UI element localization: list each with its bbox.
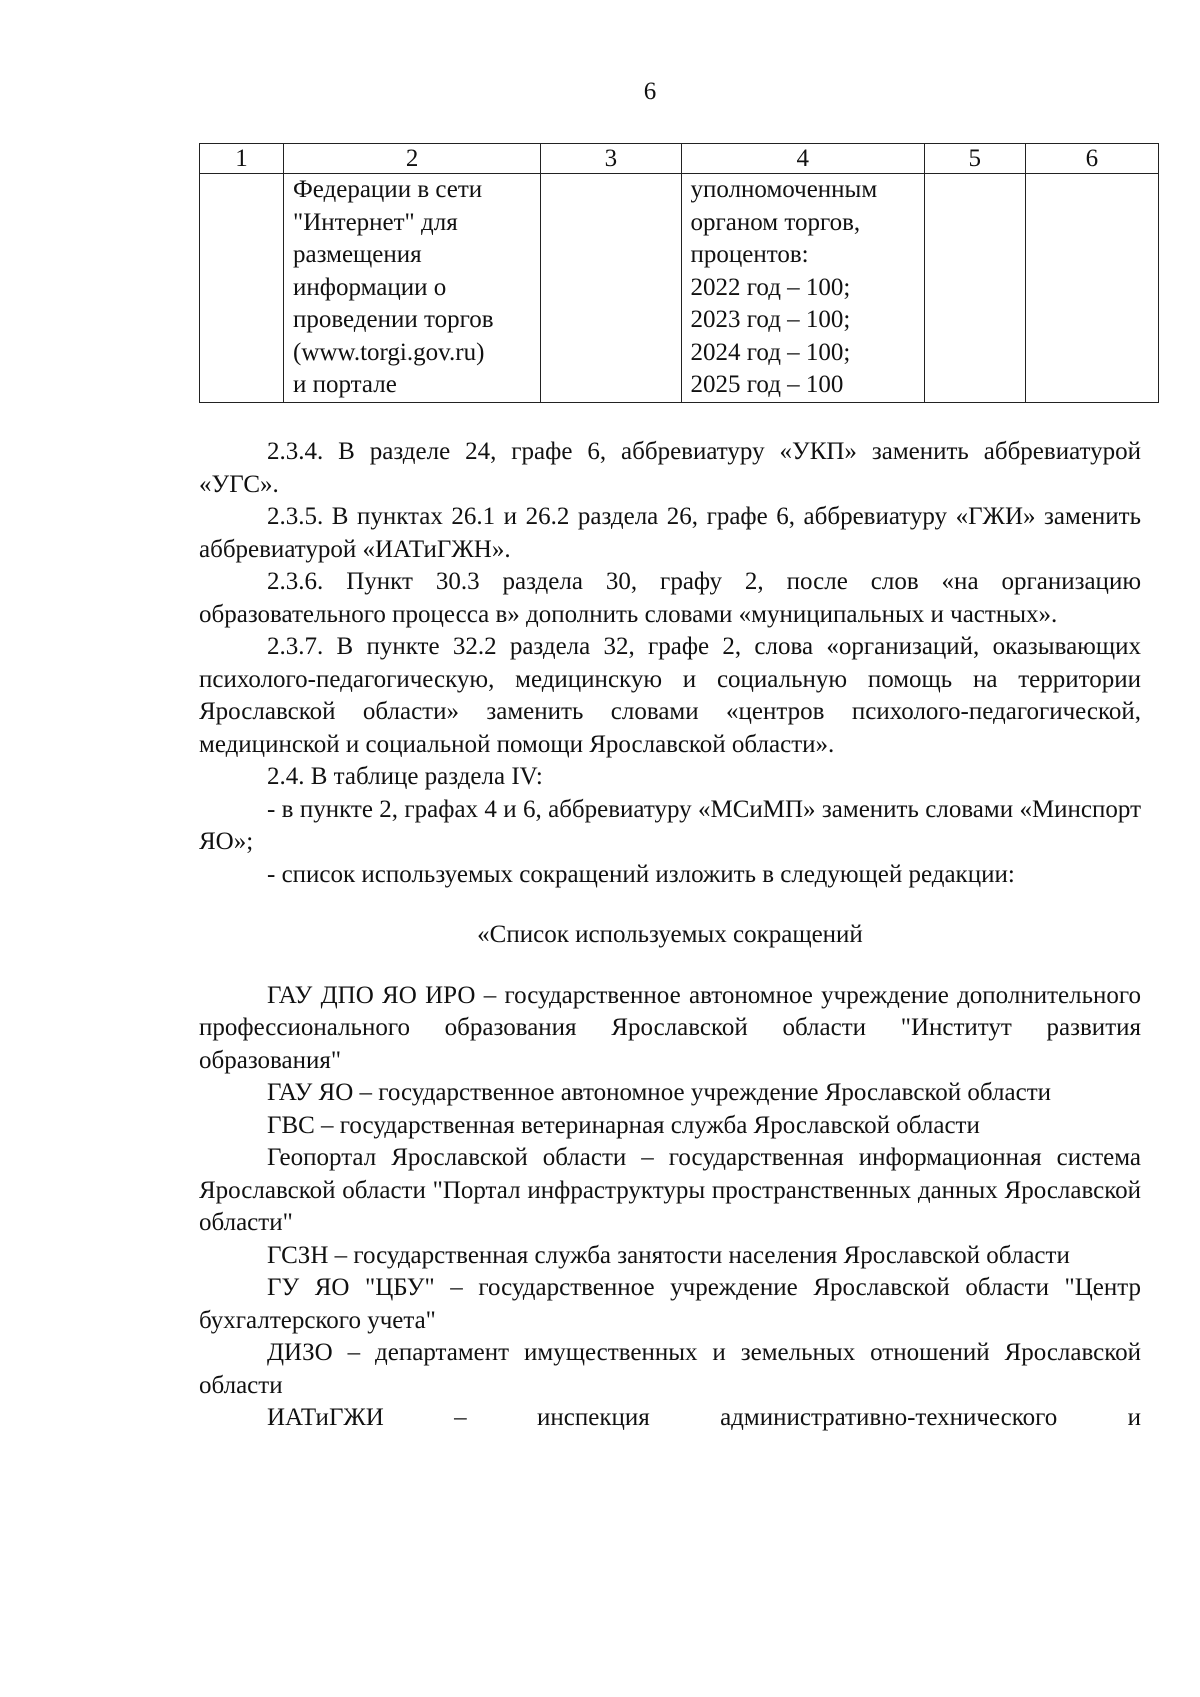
table-cell-col5 xyxy=(924,174,1025,403)
table-cell-col3 xyxy=(541,174,681,403)
abbreviation-entry: ГАУ ЯО – государственное автономное учреждение Ярославской области xyxy=(267,1079,1051,1106)
cell-line: и портале xyxy=(293,371,397,398)
column-header-4: 4 xyxy=(681,144,924,174)
abbreviation-entry: ИАТиГЖИ – инспекция административно-технического и xyxy=(267,1404,1141,1431)
cell-line: 2025 год – 100 xyxy=(690,371,844,398)
paragraph-2-4: 2.4. В таблице раздела IV: xyxy=(267,763,543,790)
paragraph-2-3-5: 2.3.5. В пунктах 26.1 и 26.2 раздела 26, графе 6, аббревиатуру «ГЖИ» заменить аббревиатурой «ИАТиГЖН». xyxy=(199,503,1141,563)
cell-line: проведении торгов xyxy=(293,306,494,333)
cell-line: 2024 год – 100; xyxy=(690,338,851,366)
column-header-2: 2 xyxy=(284,144,541,174)
cell-line: процентов: xyxy=(690,241,809,268)
document-body xyxy=(199,436,1141,1435)
column-header-5: 5 xyxy=(924,144,1025,174)
paragraph-2-3-6: 2.3.6. Пункт 30.3 раздела 30, графу 2, после слов «на организацию образовательного процесса в» дополнить словами «муниципальных и частных». xyxy=(199,568,1141,628)
cell-line: "Интернет" для xyxy=(293,208,458,236)
table-cell-col2 xyxy=(284,174,541,403)
paragraph-2-3-4: 2.3.4. В разделе 24, графе 6, аббревиатуру «УКП» заменить аббревиатурой «УГС». xyxy=(199,438,1141,498)
abbreviations-heading: «Список используемых сокращений xyxy=(477,921,863,948)
column-header-3: 3 xyxy=(541,144,681,174)
column-header-6: 6 xyxy=(1025,144,1158,174)
paragraph-2-3-7: 2.3.7. В пункте 32.2 раздела 32, графе 2, слова «организаций, оказывающих психолого-педагогическую, медицинскую и социальную помощь на территории Ярославской области» заменить словами «центров психолого-педагогической, медицинской и социальной помощи Ярославской области». xyxy=(199,633,1141,758)
table-cell-col6 xyxy=(1025,174,1158,403)
cell-line: информации о xyxy=(293,273,447,301)
list-item: - список используемых сокращений изложить в следующей редакции: xyxy=(267,860,1015,888)
cell-line: Федерации в сети xyxy=(293,176,483,203)
cell-line: органом торгов, xyxy=(690,208,861,236)
abbreviation-entry: ГСЗН – государственная служба занятости населения Ярославской области xyxy=(267,1241,1070,1269)
table-header-row xyxy=(200,144,1159,174)
abbreviation-entry: ГУ ЯО "ЦБУ" – государственное учреждение Ярославской области "Центр бухгалтерского учета" xyxy=(199,1274,1141,1334)
table-cell-col4 xyxy=(681,174,924,403)
cell-line: размещения xyxy=(293,241,422,268)
table-row xyxy=(200,174,1159,403)
abbreviation-entry: ГАУ ДПО ЯО ИРО – государственное автономное учреждение дополнительного профессионального образования Ярославской области "Институт развития образования" xyxy=(199,981,1141,1074)
cell-line: 2023 год – 100; xyxy=(690,306,851,333)
continuation-table xyxy=(199,143,1159,403)
abbreviation-entry: Геопортал Ярославской области – государственная информационная система Ярославской области "Портал инфраструктуры пространственных данных Ярославской области" xyxy=(199,1144,1141,1236)
cell-line: (www.torgi.gov.ru) xyxy=(293,338,485,366)
page-number: 6 xyxy=(643,78,657,105)
table-cell-col1 xyxy=(200,174,284,403)
cell-line: уполномоченным xyxy=(690,176,878,203)
cell-line: 2022 год – 100; xyxy=(690,273,851,301)
list-item: - в пункте 2, графах 4 и 6, аббревиатуру «МСиМП» заменить словами «Минспорт ЯО»; xyxy=(199,795,1141,855)
abbreviation-entry: ДИЗО – департамент имущественных и земельных отношений Ярославской области xyxy=(199,1339,1141,1399)
column-header-1: 1 xyxy=(200,144,284,174)
abbreviation-entry: ГВС – государственная ветеринарная служба Ярославской области xyxy=(267,1111,980,1139)
